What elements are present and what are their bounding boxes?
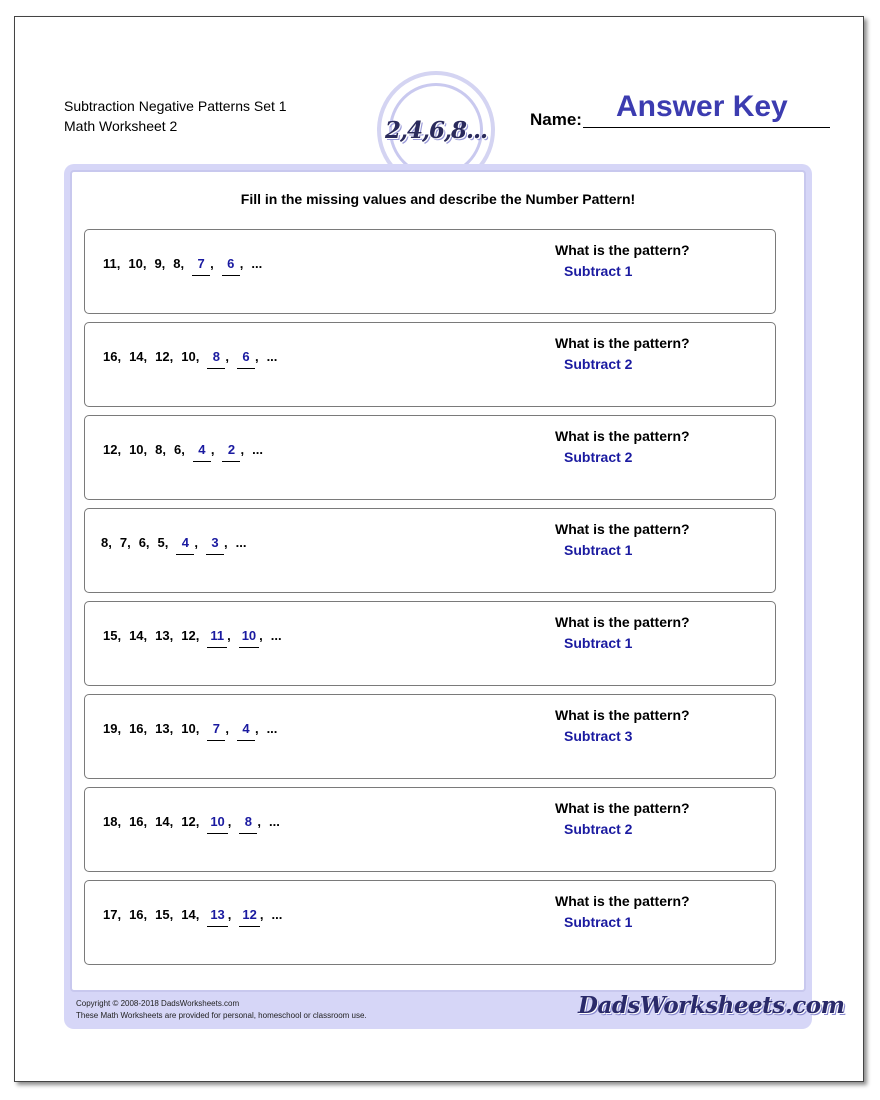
pattern-answer[interactable]: Subtract 1 (564, 914, 633, 930)
sequence-number: 10, (181, 349, 200, 364)
sequence-number: 17, (103, 907, 122, 922)
sequence-ellipsis: ... (270, 628, 282, 643)
sequence-number: 11, (103, 256, 121, 271)
sequence-ellipsis: ... (251, 256, 263, 271)
problem-box (84, 787, 776, 872)
problem-box (84, 322, 776, 407)
pattern-question: What is the pattern? (555, 428, 690, 444)
sequence-number: 16, (103, 349, 122, 364)
separator: , (194, 535, 198, 550)
pattern-answer[interactable]: Subtract 3 (564, 728, 633, 744)
answer-blank[interactable]: 7 (207, 721, 225, 741)
separator: , (254, 349, 259, 364)
sequence-number: 5, (157, 535, 169, 550)
separator: , (224, 535, 228, 550)
site-logo: DadsWorksheets.com (578, 992, 845, 1019)
usage-note: These Math Worksheets are provided for personal, homeschool or classroom use. (76, 1011, 367, 1020)
sequence-number: 6, (138, 535, 150, 550)
separator: , (239, 256, 244, 271)
sequence-ellipsis: ... (266, 349, 278, 364)
badge-text: 2,4,6,8... (384, 116, 488, 144)
instructions: Fill in the missing values and describe the Number Pattern! (240, 191, 636, 207)
copyright-text: Copyright © 2008-2018 DadsWorksheets.com (76, 999, 240, 1008)
sequence-number: 19, (103, 721, 122, 736)
sequence-number: 12, (181, 628, 200, 643)
sequence-number: 8, (155, 442, 166, 457)
sequence-number: 10, (129, 442, 148, 457)
separator: , (227, 628, 231, 643)
sequence-number: 15, (103, 628, 122, 643)
answer-blank[interactable]: 4 (193, 442, 211, 462)
answer-blank[interactable]: 12 (239, 907, 259, 927)
separator: , (225, 721, 229, 736)
answer-blank[interactable]: 2 (222, 442, 240, 462)
sequence-number: 6, (174, 442, 185, 457)
sequence-number: 14, (155, 814, 174, 829)
sequence-number: 16, (129, 721, 148, 736)
sequence-number: 13, (155, 721, 174, 736)
answer-blank[interactable]: 3 (206, 535, 224, 555)
answer-blank[interactable]: 8 (239, 814, 257, 834)
footer-copyright (76, 998, 367, 1022)
sequence-ellipsis: ... (271, 907, 283, 922)
pattern-answer[interactable]: Subtract 2 (564, 449, 633, 465)
separator: , (259, 628, 263, 643)
number-sequence (101, 535, 246, 555)
name-label: Name: (530, 110, 582, 129)
answer-blank[interactable]: 10 (239, 628, 259, 648)
answer-blank[interactable]: 8 (207, 349, 225, 369)
title-line-2: Math Worksheet 2 (64, 118, 178, 134)
pattern-question: What is the pattern? (555, 707, 690, 723)
separator: , (240, 442, 245, 457)
pattern-badge-inner (384, 83, 488, 177)
pattern-question: What is the pattern? (555, 614, 690, 630)
pattern-question: What is the pattern? (555, 242, 690, 258)
number-sequence (103, 721, 277, 741)
answer-blank[interactable]: 4 (237, 721, 255, 741)
name-line (583, 127, 830, 128)
separator: , (259, 907, 264, 922)
answer-key-label: Answer Key (616, 90, 788, 123)
sequence-number: 12, (155, 349, 174, 364)
sequence-number: 12, (181, 814, 200, 829)
sequence-number: 9, (154, 256, 166, 271)
sequence-number: 12, (103, 442, 122, 457)
separator: , (210, 256, 214, 271)
sequence-number: 14, (129, 628, 148, 643)
number-sequence (103, 628, 282, 648)
separator: , (210, 442, 215, 457)
sequence-number: 13, (155, 628, 174, 643)
pattern-question: What is the pattern? (555, 335, 690, 351)
number-sequence (103, 256, 262, 276)
sequence-number: 14, (129, 349, 148, 364)
sequence-number: 16, (129, 814, 148, 829)
number-sequence (103, 442, 263, 462)
pattern-question: What is the pattern? (555, 521, 690, 537)
sequence-number: 7, (119, 535, 131, 550)
number-sequence (103, 814, 280, 834)
sequence-number: 16, (129, 907, 148, 922)
problem-box (84, 880, 776, 965)
worksheet-title (64, 96, 287, 136)
answer-blank[interactable]: 11 (207, 628, 227, 648)
answer-blank[interactable]: 13 (207, 907, 227, 927)
pattern-answer[interactable]: Subtract 2 (564, 821, 633, 837)
answer-blank[interactable]: 10 (207, 814, 227, 834)
separator: , (254, 721, 259, 736)
pattern-answer[interactable]: Subtract 1 (564, 542, 633, 558)
separator: , (225, 349, 229, 364)
separator: , (257, 814, 262, 829)
pattern-answer[interactable]: Subtract 2 (564, 356, 633, 372)
sequence-ellipsis: ... (252, 442, 263, 457)
pattern-answer[interactable]: Subtract 1 (564, 263, 633, 279)
sequence-number: 8, (101, 535, 112, 550)
sequence-ellipsis: ... (235, 535, 247, 550)
answer-blank[interactable]: 7 (192, 256, 210, 276)
sequence-number: 18, (103, 814, 122, 829)
sequence-number: 14, (181, 907, 200, 922)
sequence-ellipsis: ... (266, 721, 278, 736)
separator: , (227, 814, 232, 829)
answer-blank[interactable]: 6 (237, 349, 255, 369)
problem-box (84, 601, 776, 686)
sequence-number: 10, (181, 721, 200, 736)
answer-blank[interactable]: 6 (222, 256, 240, 276)
sequence-number: 15, (155, 907, 174, 922)
problem-box (84, 694, 776, 779)
number-sequence (103, 907, 282, 927)
answer-blank[interactable]: 4 (176, 535, 194, 555)
sequence-ellipsis: ... (269, 814, 280, 829)
separator: , (227, 907, 232, 922)
number-sequence (103, 349, 277, 369)
pattern-question: What is the pattern? (555, 800, 690, 816)
title-line-1: Subtraction Negative Patterns Set 1 (64, 98, 287, 114)
sequence-number: 10, (128, 256, 147, 271)
pattern-answer[interactable]: Subtract 1 (564, 635, 633, 651)
sequence-number: 8, (173, 256, 185, 271)
problem-box (84, 508, 776, 593)
pattern-question: What is the pattern? (555, 893, 690, 909)
problem-box (84, 415, 776, 500)
problem-box (84, 229, 776, 314)
